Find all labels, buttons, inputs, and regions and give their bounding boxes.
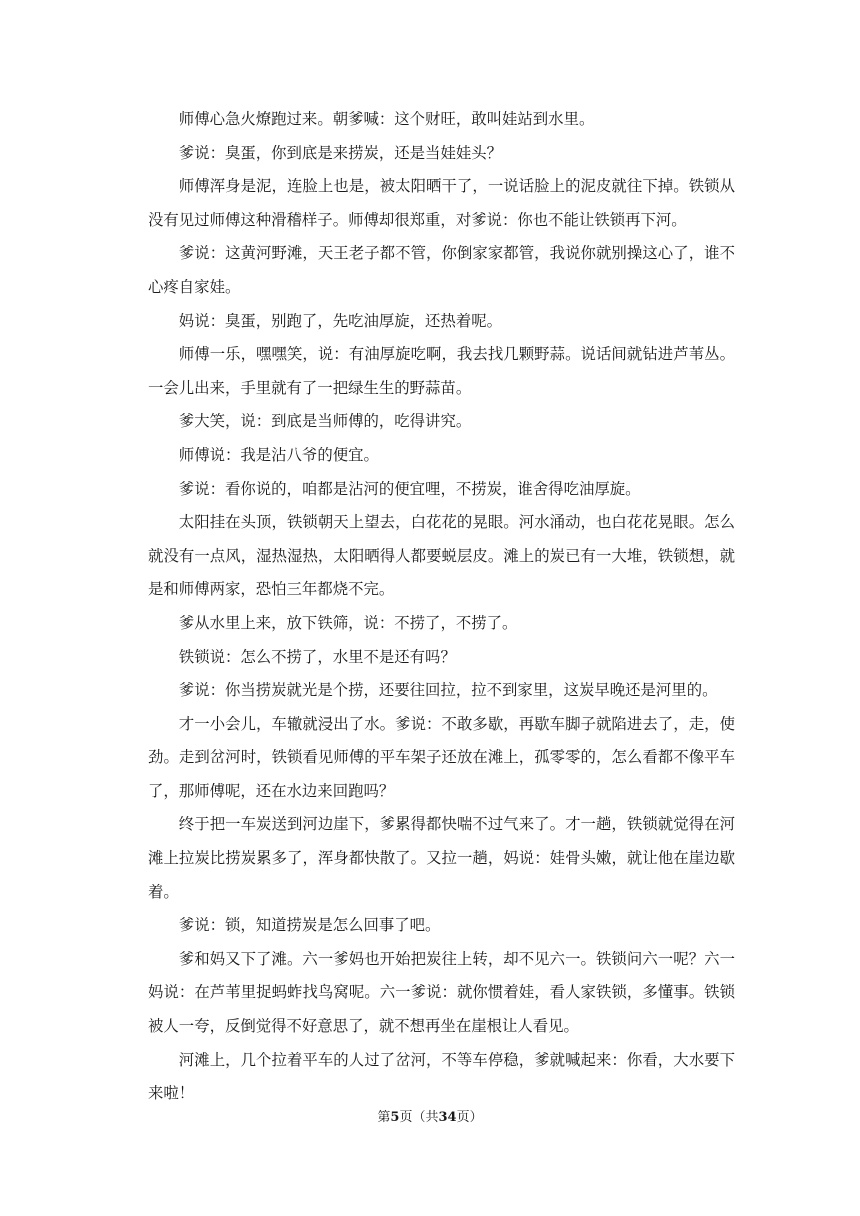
paragraph: 师傅浑身是泥，连脸上也是，被太阳晒干了，一说话脸上的泥皮就往下掉。铁锁从没有见过师傅这种滑稽样子。师傅却很郑重，对爹说：你也不能让铁锁再下河。 (148, 177, 735, 229)
paragraph: 爹从水里上来，放下铁筛，说：不捞了，不捞了。 (178, 613, 518, 632)
footer-mid: 页（共 (399, 1110, 439, 1125)
paragraph: 爹大笑，说：到底是当师傅的，吃得讲究。 (178, 412, 472, 431)
paragraph: 师傅一乐，嘿嘿笑，说：有油厚旋吃啊，我去找几颗野蒜。说话间就钻进芦苇丛。一会儿出来，手里就有了一把绿生生的野蒜苗。 (148, 345, 735, 397)
paragraph: 爹说：你当捞炭就光是个捞，还要往回拉，拉不到家里，这炭早晚还是河里的。 (178, 681, 718, 700)
footer-suffix: 页） (456, 1110, 483, 1125)
paragraph: 爹说：看你说的，咱都是沾河的便宜哩，不捞炭，谁舍得吃油厚旋。 (178, 479, 641, 498)
paragraph: 爹说：这黄河野滩，天王老子都不管，你倒家家都管，我说你就别操这心了，谁不心疼自家娃。 (148, 244, 735, 296)
paragraph: 妈说：臭蛋，别跑了，先吃油厚旋，还热着呢。 (178, 311, 503, 330)
paragraph: 终于把一车炭送到河边崖下，爹累得都快喘不过气来了。才一趟，铁锁就觉得在河滩上拉炭比捞炭累多了，浑身都快散了。又拉一趟，妈说：娃骨头嫩，就让他在崖边歇着。 (148, 815, 735, 901)
paragraph: 师傅说：我是沾八爷的便宜。 (178, 445, 379, 464)
paragraph: 铁锁说：怎么不捞了，水里不是还有吗？ (178, 647, 456, 666)
paragraph: 才一小会儿，车辙就浸出了水。爹说：不敢多歇，再歇车脚子就陷进去了，走，使劲。走到岔河时，铁锁看见师傅的平车架子还放在滩上，孤零零的，怎么看都不像平车了，那师傅呢，还在水边来回跑吗？ (148, 714, 735, 800)
paragraph: 太阳挂在头顶，铁锁朝天上望去，白花花的晃眼。河水涌动，也白花花晃眼。怎么就没有一点风，湿热湿热，太阳晒得人都要蜕层皮。滩上的炭已有一大堆，铁锁想，就是和师傅两家，恐怕三年都烧不完。 (148, 513, 735, 599)
footer-page-number: 5 (390, 1110, 400, 1125)
paragraph: 爹说：锁，知道捞炭是怎么回事了吧。 (178, 916, 441, 935)
footer-total-pages: 34 (438, 1110, 457, 1125)
page-footer (0, 1108, 860, 1128)
paragraph: 师傅心急火燎跑过来。朝爹喊：这个财旺，敢叫娃站到水里。 (178, 110, 595, 128)
paragraph: 河滩上，几个拉着平车的人过了岔河，不等车停稳，爹就喊起来：你看，大水要下来啦！ (148, 1050, 735, 1103)
paragraph: 爹说：臭蛋，你到底是来捞炭，还是当娃娃头？ (178, 143, 503, 162)
footer-prefix: 第 (377, 1110, 391, 1125)
body-text (148, 103, 735, 1111)
paragraph: 爹和妈又下了滩。六一爹妈也开始把炭往上转，却不见六一。铁锁问六一呢？六一妈说：在芦苇里捉蚂蚱找鸟窝呢。六一爹说：就你惯着娃，看人家铁锁，多懂事。铁锁被人一夸，反倒觉得不好意思了，就不想再坐在崖根让人看见。 (148, 949, 735, 1036)
